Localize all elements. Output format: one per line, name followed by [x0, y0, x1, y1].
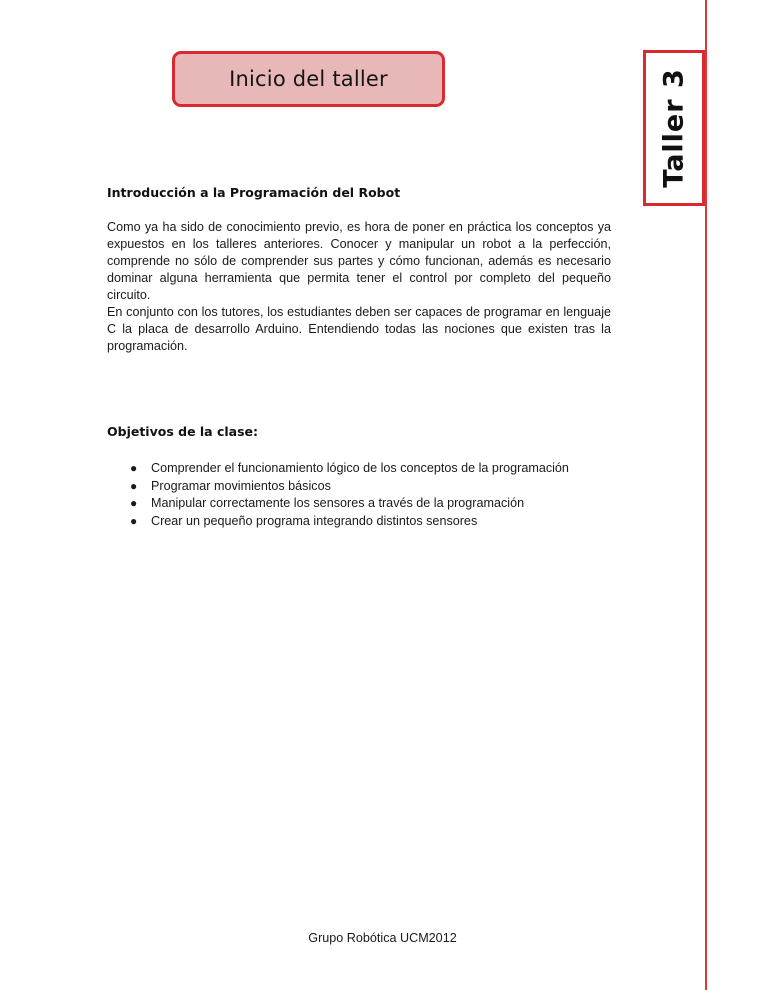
list-item-text: Comprender el funcionamiento lógico de los conceptos de la programación — [151, 461, 569, 475]
list-item-text: Crear un pequeño programa integrando distintos sensores — [151, 513, 478, 528]
page-margin-line — [705, 0, 707, 990]
title-banner — [172, 51, 445, 107]
intro-body — [107, 219, 611, 355]
bullet-icon: ● — [130, 496, 138, 510]
objectives-list — [127, 460, 569, 530]
bullet-icon: ● — [130, 461, 138, 475]
intro-paragraph: Como ya ha sido de conocimiento previo, es hora de poner en práctica los conceptos ya expuestos en los talleres anteriores. Conocer y manipular un robot a la perfección, comprende no sólo de comprender sus partes y cómo funcionan, además es necesario dominar alguna herramienta que permita tener el control por completo del pequeño circuito. — [107, 220, 611, 302]
list-item — [127, 478, 569, 496]
list-item — [127, 460, 569, 478]
bullet-icon: ● — [130, 478, 138, 493]
intro-heading: Introducción a la Programación del Robot — [107, 185, 401, 200]
page-footer: Grupo Robótica UCM2012 — [308, 931, 457, 945]
list-item — [127, 513, 569, 531]
list-item-text: Manipular correctamente los sensores a través de la programación — [151, 496, 525, 510]
bullet-icon: ● — [130, 513, 138, 528]
objectives-heading: Objetivos de la clase: — [107, 424, 259, 439]
list-item — [127, 495, 569, 513]
side-tab — [643, 50, 705, 206]
intro-paragraph: En conjunto con los tutores, los estudiantes deben ser capaces de programar en lenguaje C la placa de desarrollo Arduino. Entendiendo todas las nociones que existen tras la programación. — [107, 305, 611, 353]
side-tab-label: Taller 3 — [658, 68, 690, 188]
page-title: Inicio del taller — [229, 67, 388, 91]
list-item-text: Programar movimientos básicos — [151, 478, 331, 493]
